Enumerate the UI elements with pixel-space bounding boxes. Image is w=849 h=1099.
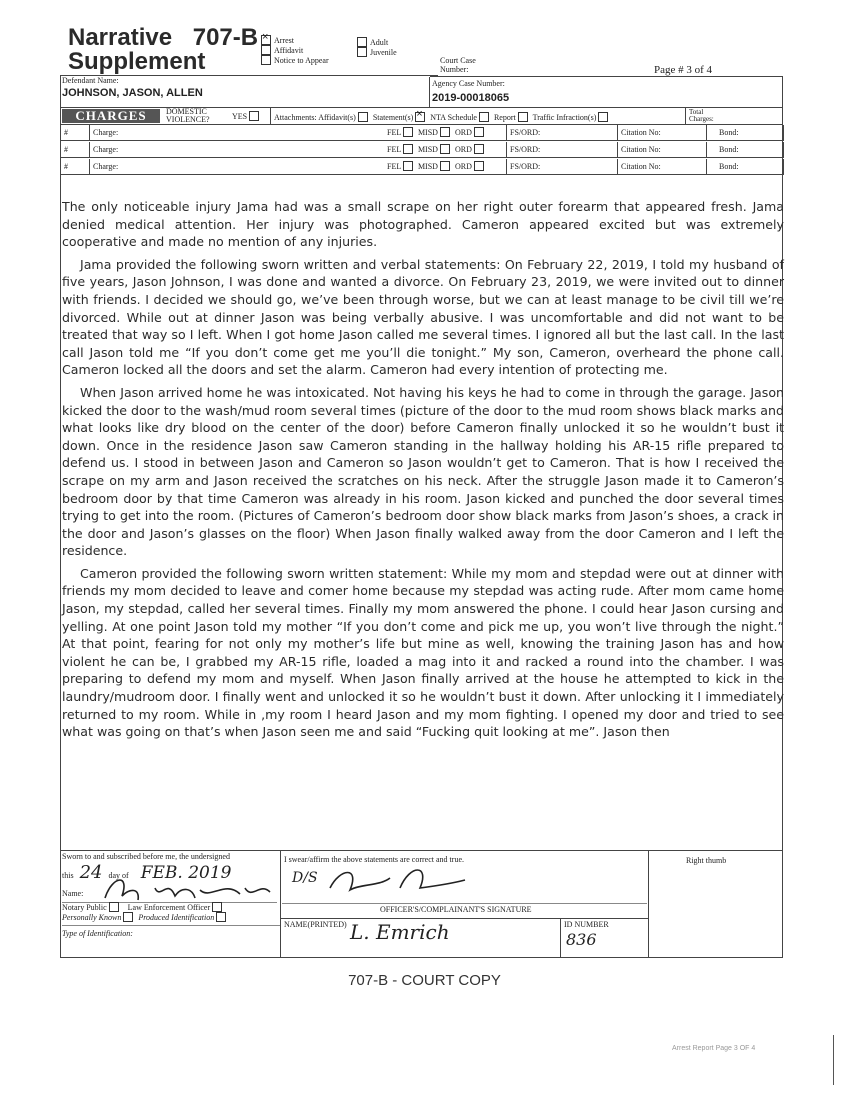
narrative-paragraph-1: The only noticeable injury Jama had was a small scrape on her right outer forearm that appeared fresh. Jama denied medical attention. Her injury was photographed. Cameron appeared excited but was extremely cooperative and made no mention of any injuries. [62,199,784,250]
id-number-value: 836 [566,930,597,949]
narrative-paragraph-4: Cameron provided the following sworn written statement: While my mom and stepdad were out at dinner with friends my mom decided to leave and comer home because my stepdad was acting rude. After mom came home Jason, my stepdad, called her several times. Finally my mom answered the phone. I could hear Jason cursing and yelling. At one point Jason told my mother “If you don’t come and pick me up, you won’t live through the night.” At that point, fearing for not only my mother’s life but mine as well, knowing the training Jason has and how violent he can be, I grabbed my AR-15 rifle, loaded a mag into it and racked a round into the chamber. I was preparing to defend my mom and myself. When Jason finally arrived at the house he attempted to kick in the laundry/mudroom door. I finally went and unlocked it so he wouldn’t bust it down. After unlocking it I immediately returned to my room. While in ,my room I heard Jason and my mom fighting. I opened my door and tried to see what was going on that’s when Jason seen me and said “Fucking quit looking at me”. Jason then [62,565,784,740]
charges-header: CHARGES [62,109,160,123]
domestic-violence-label: DOMESTIC VIOLENCE? [166,107,210,124]
arrest-checkbox[interactable] [261,35,271,45]
narrative-paragraph-2: Jama provided the following sworn written and verbal statements: On February 22, 2019, I told my husband of five years, Jason Johnson, I was done and wanted a divorce. On February 23, 2019, we were invited out to dinner with friends. I decided we should go, we’ve been through worse, but we can at least manage to be civil till we’re divorced. While out at dinner Jason was being verbally abusive. I was uncomfortable and did not want to be treated that way so I left. When I got home Jason called me several times. I ignored all but the last call. In the last call Jason told me “If you don’t come get me you’ll die tonight.” My son, Cameron, overheard the phone call. Cameron locked all the doors and set the alarm. Cameron had every intention of protecting me. [62,256,784,378]
fel-checkbox[interactable] [403,127,413,137]
traffic-attach-checkbox[interactable] [598,112,608,122]
form-title [68,26,258,50]
juvenile-checkbox[interactable] [357,47,367,57]
statement-attach-checkbox[interactable] [415,112,425,122]
sworn-date-line: this 24 day of FEB. 2019 [62,862,232,883]
affidavit-checkbox[interactable] [261,45,271,55]
dv-yes-checkbox[interactable] [249,111,259,121]
fel-checkbox[interactable] [403,161,413,171]
affidavit-attach-checkbox[interactable] [358,112,368,122]
page-stamp: Arrest Report Page 3 OF 4 [672,1045,756,1052]
notary-name-label: Name: [62,889,84,898]
defendant-name: JOHNSON, JASON, ALLEN [62,87,203,99]
court-copy-label: 707-B - COURT COPY [348,972,501,989]
dv-yes: YES [232,112,262,122]
form-number: 707-B [192,24,259,51]
attachments-row: Attachments: Affidavit(s) Statement(s) × NTA Schedule Report Traffic Infraction(s) [274,113,611,123]
ord-checkbox[interactable] [474,161,484,171]
affirm-label: I swear/affirm the above statements are correct and true. [284,855,464,864]
page-number: Page # 3 of 4 [654,64,713,76]
notary-signature [100,868,276,908]
id-number-label: ID NUMBER [564,920,609,929]
signature-label: OFFICER'S/COMPLAINANT'S SIGNATURE [380,905,532,914]
age-options: Adult Juvenile [357,38,397,58]
narrative-body [62,198,784,746]
misd-checkbox[interactable] [440,161,450,171]
charge-row: # Charge: FEL MISD ORD FS/ORD: Citation No: Bond: [60,125,784,141]
fel-checkbox[interactable] [403,144,413,154]
sworn-month: FEB. 2019 [140,863,232,883]
known-checkbox[interactable] [123,912,133,922]
type-id-label: Type of Identification: [62,929,133,938]
right-thumb-label: Right thumb [686,856,727,865]
narrative-paragraph-3: When Jason arrived home he was intoxicated. Not having his keys he had to come in through the garage. Jason kicked the door to the wash/mud room several times (picture of the door to the mud room shows black marks and what looks like dry blood on the center of the door) before Cameron finally unlocked it so he wouldn’t bust it down. Once in the residence Jason saw Cameron standing in the hallway holding his AR-15 rifle prepared to defend us. I stood in between Jason and Cameron so Jason wouldn’t get to Cameron. That is how I received the scrape on my arm and Jason received the scratches on his neck. After the struggle Jason made it to Cameron’s bedroom door by that time Cameron was already in his room. Jason kicked and punched the door several times trying to get into the room. (Pictures of Cameron’s bedroom door show black marks from Jason’s shoes, a crack in the door and Jason’s glasses on the floor) When Jason finally walked away from the door Cameron and I left the residence. [62,384,784,559]
defendant-label: Defendant Name: [62,76,119,85]
notice-checkbox[interactable] [261,55,271,65]
ord-checkbox[interactable] [474,144,484,154]
adult-checkbox[interactable] [357,37,367,47]
agency-case-label: Agency Case Number: [432,79,505,88]
misd-checkbox[interactable] [440,144,450,154]
nta-attach-checkbox[interactable] [479,112,489,122]
agency-case-number: 2019-00018065 [432,92,510,104]
ds-mark: D/S [292,870,318,886]
notary-options: Notary Public Law Enforcement Officer Personally Known Produced Identification [62,903,229,923]
form-type-options: ×Arrest Affidavit Notice to Appear [261,36,329,66]
leo-checkbox[interactable] [212,902,222,912]
report-attach-checkbox[interactable] [518,112,528,122]
charge-row: # Charge: FEL MISD ORD FS/ORD: Citation No: Bond: [60,159,784,175]
charge-row: # Charge: FEL MISD ORD FS/ORD: Citation No: Bond: [60,142,784,158]
name-printed-label: NAME(PRINTED) [284,920,347,929]
title-narrative: Narrative [68,24,173,51]
misd-checkbox[interactable] [440,127,450,137]
name-printed-value: L. Emrich [350,920,450,944]
sworn-label: Sworn to and subscribed before me, the undersigned [62,852,230,861]
ord-checkbox[interactable] [474,127,484,137]
title-supplement: Supplement [68,48,206,75]
produced-id-checkbox[interactable] [216,912,226,922]
officer-signature [320,858,480,903]
notary-checkbox[interactable] [109,902,119,912]
sworn-day: 24 [79,862,103,883]
court-case-label: Court Case Number: [440,56,476,74]
total-charges-label: Total Charges: [689,108,714,123]
